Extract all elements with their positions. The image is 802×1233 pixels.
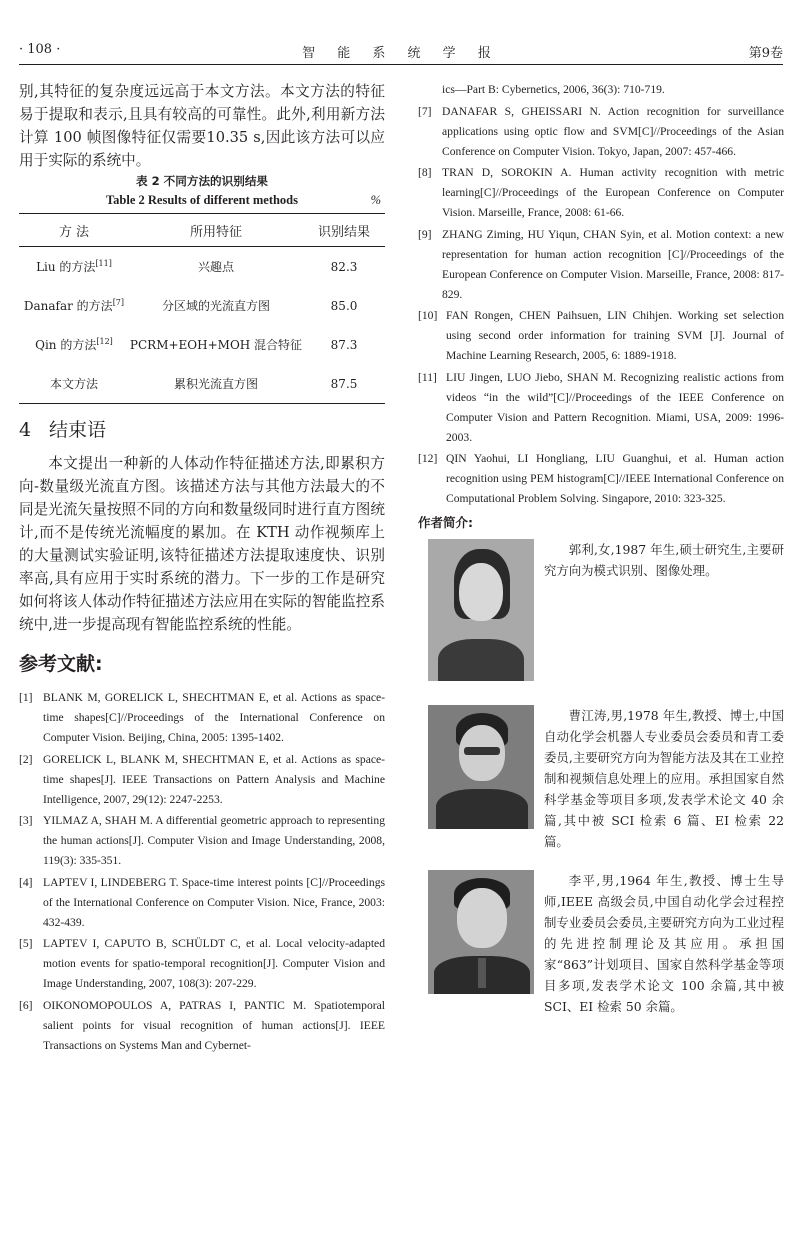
table-cell-result: 82.3: [330, 259, 358, 274]
author-photo: [428, 870, 534, 994]
section-title: 结束语: [49, 419, 107, 441]
reference-text: LAPTEV I, LINDEBERG T. Space-time interest points [C]//Proceedings of the International Conference on Computer Vision. Nice, France, 2003: 432-439.: [43, 875, 385, 929]
right-column: [418, 80, 784, 1017]
section-number: 4: [19, 419, 32, 441]
author-photo: [428, 539, 534, 681]
journal-title: 智 能 系 统 学 报: [302, 46, 500, 61]
reference-item: [418, 102, 784, 162]
table-cell-method: [19, 247, 129, 287]
table-cell-method: [19, 325, 129, 364]
author-bio: 李平,男,1964 年生,教授、博士生导师,IEEE 高级会员,中国自动化学会过程控制专业委员会委员,主要研究方向为工业过程的先进控制理论及其应用。承担国家“863”计划项目、国家自然科学基金等项目多项,发表学术论文 100 余篇,其中被SCI、EI 检索 50 余篇。: [544, 873, 784, 1014]
author-profile: [418, 705, 784, 852]
reference-text: TRAN D, SOROKIN A. Human activity recognition with metric learning[C]//Proceedings of the European Conference on Computer Vision. Marseille, France, 2008: 61-66.: [442, 166, 784, 219]
reference-item: [418, 368, 784, 448]
reference-item: [19, 873, 385, 933]
reference-text: ZHANG Ziming, HU Yiqun, CHAN Syin, et al. Motion context: a new representation for human action recognition [C]//Proceedings of the European Conference on Computer Vision. Marseille, France, 2008: 817-829.: [442, 227, 784, 301]
reference-item: [19, 934, 385, 994]
author-profile: [418, 539, 784, 687]
table-row: [19, 286, 385, 325]
reference-number: [1]: [19, 691, 33, 704]
reference-text: DANAFAR S, GHEISSARI N. Action recognition for surveillance applications using optic flow and SVM[C]//Proceedings of the Asian Conference on Computer Vision. Tokyo, Japan, 2007: 457-466.: [442, 104, 784, 158]
table-caption-en: [19, 191, 385, 210]
authors-heading: 作者简介:: [418, 515, 473, 530]
page-number: · 108 ·: [19, 42, 61, 57]
table-header-feature: 所用特征: [129, 214, 303, 247]
table-cell-result: 87.3: [330, 337, 358, 352]
author-bio: 曹江涛,男,1978 年生,教授、博士,中国自动化学会机器人专业委员会委员和青工委委员,主要研究方向为智能方法及其在工业控制和视频信息处理上的应用。承担国家自然科学基金等项目多项,发表学术论文 40 余篇,其中被 SCI 检索 6 篇、EI 检索 22 篇。: [544, 708, 784, 849]
citation-ref: [7]: [112, 298, 125, 307]
table-row: [19, 364, 385, 404]
reference-item: [418, 163, 784, 223]
reference-item: [19, 688, 385, 748]
reference-item: [418, 306, 784, 366]
method-name: Qin 的方法: [35, 338, 97, 352]
method-name: Liu 的方法: [36, 260, 96, 274]
reference-number: [10]: [418, 309, 438, 322]
reference-number: [2]: [19, 752, 33, 766]
left-column: [19, 80, 385, 1057]
reference-number: [5]: [19, 937, 33, 950]
table-cell-feature: 累积光流直方图: [173, 377, 258, 391]
reference-item: [19, 811, 385, 871]
references-heading: 参考文献:: [19, 653, 103, 675]
intro-paragraph: 别,其特征的复杂度远远高于本文方法。本文方法的特征易于提取和表示,且具有较高的可靠性。此外,利用新方法计算 100 帧图像特征仅需要10.35 s,因此该方法可以应用于实际的系统中。: [19, 83, 385, 169]
table-header-method: 方 法: [19, 214, 129, 247]
table-unit: %: [370, 193, 381, 207]
table-caption-en-text: Table 2 Results of different methods: [105, 193, 299, 207]
table-cell-feature: 兴趣点: [197, 260, 234, 274]
author-bio: 郭利,女,1987 年生,硕士研究生,主要研究方向为模式识别、图像处理。: [544, 542, 784, 578]
author-profile: [418, 870, 784, 1017]
reference-text: YILMAZ A, SHAH M. A differential geometric approach to representing the human actions[J]. Computer Vision and Image Understanding, 2008, 119(3): 335-351.: [43, 814, 385, 867]
reference-text: LAPTEV I, CAPUTO B, SCHÜLDT C, et al. Local velocity-adapted motion events for spatio-temporal recognition[J]. Computer Vision and Image Understanding, 2007, 108(3): 207-229.: [43, 937, 385, 990]
reference-text: QIN Yaohui, LI Hongliang, LIU Guanghui, et al. Human action recognition using PEM histogram[C]//IEEE International Conference on Computational Problem Solving. Singapore, 2010: 323-325.: [446, 452, 784, 505]
author-photo: [428, 705, 534, 829]
reference-number: [7]: [418, 104, 432, 118]
method-name: 本文方法: [49, 377, 98, 391]
reference-text: BLANK M, GORELICK L, SHECHTMAN E, et al. Actions as space-time shapes[C]//Proceedings of the International Conference on Computer Vision. Beijing, China, 2005: 1395-1402.: [43, 691, 385, 744]
reference-number: [12]: [418, 452, 438, 465]
table-row: [19, 325, 385, 364]
reference-item: [418, 449, 784, 509]
volume-label: 第9卷: [748, 46, 783, 61]
table-row: [19, 247, 385, 287]
table-cell-method: [19, 364, 129, 404]
reference-text: GORELICK L, BLANK M, SHECHTMAN E, et al. Actions as space-time shapes[J]. IEEE Transactions on Pattern Analysis and Machine Intelligence, 2007, 29(12): 2247-2253.: [43, 752, 385, 806]
reference-number: [4]: [19, 875, 33, 889]
table-cell-result: 85.0: [330, 298, 358, 313]
table-cell-feature: 分区域的光流直方图: [161, 299, 270, 313]
results-table: [19, 213, 385, 404]
reference-text: OIKONOMOPOULOS A, PATRAS I, PANTIC M. Spatiotemporal salient points for visual recognition of human actions[J]. IEEE Transactions on Systems Man and Cybernet-: [43, 998, 385, 1052]
reference-number: [6]: [19, 998, 33, 1012]
reference-item: [19, 996, 385, 1056]
reference-number: [11]: [418, 370, 437, 384]
running-header: [19, 42, 783, 65]
reference-continuation: ics—Part B: Cybernetics, 2006, 36(3): 710-719.: [442, 83, 665, 96]
table-header-result: 识别结果: [303, 214, 385, 247]
table-header-row: [19, 214, 385, 247]
citation-ref: [12]: [96, 337, 113, 346]
reference-number: [8]: [418, 166, 432, 179]
conclusion-paragraph: 本文提出一种新的人体动作特征描述方法,即累积方向-数量级光流直方图。该描述方法与其他方法最大的不同是光流矢量按照不同的方向和数量级同时进行直方图统计,而不是传统光流幅度的累加。在 KTH 动作视频库上的大量测试实验证明,该特征描述方法提取速度快、识别率高,具有应用于实时系统的潜力。下一步的工作是研究如何将该人体动作特征描述方法应用在实际的智能监控系统中,进一步提高现有智能监控系统的性能。: [19, 455, 385, 633]
reference-number: [3]: [19, 814, 33, 827]
reference-item: [19, 750, 385, 810]
reference-item: [418, 225, 784, 305]
table-cell-result: 87.5: [330, 376, 358, 391]
reference-number: [9]: [418, 227, 432, 241]
method-name: Danafar 的方法: [23, 299, 113, 313]
table-caption-cn: 表 2 不同方法的识别结果: [135, 174, 269, 188]
section-heading: [19, 416, 385, 444]
table-cell-method: [19, 286, 129, 325]
reference-text: LIU Jingen, LUO Jiebo, SHAN M. Recognizing realistic actions from videos “in the wild”[C]//Proceedings of the IEEE Conference on Computer Vision and Pattern Recognition. Miami, USA, 2009: 1996-2003.: [446, 370, 784, 444]
reference-text: FAN Rongen, CHEN Paihsuen, LIN Chihjen. Working set selection using second order information for training SVM [J]. Journal of Machine Learning Research, 2005, 6: 1889-1918.: [446, 309, 784, 362]
table-cell-feature: PCRM+EOH+MOH 混合特征: [129, 338, 303, 352]
citation-ref: [11]: [95, 259, 112, 268]
references-list-right: [418, 102, 784, 510]
references-list-left: [19, 688, 385, 1056]
